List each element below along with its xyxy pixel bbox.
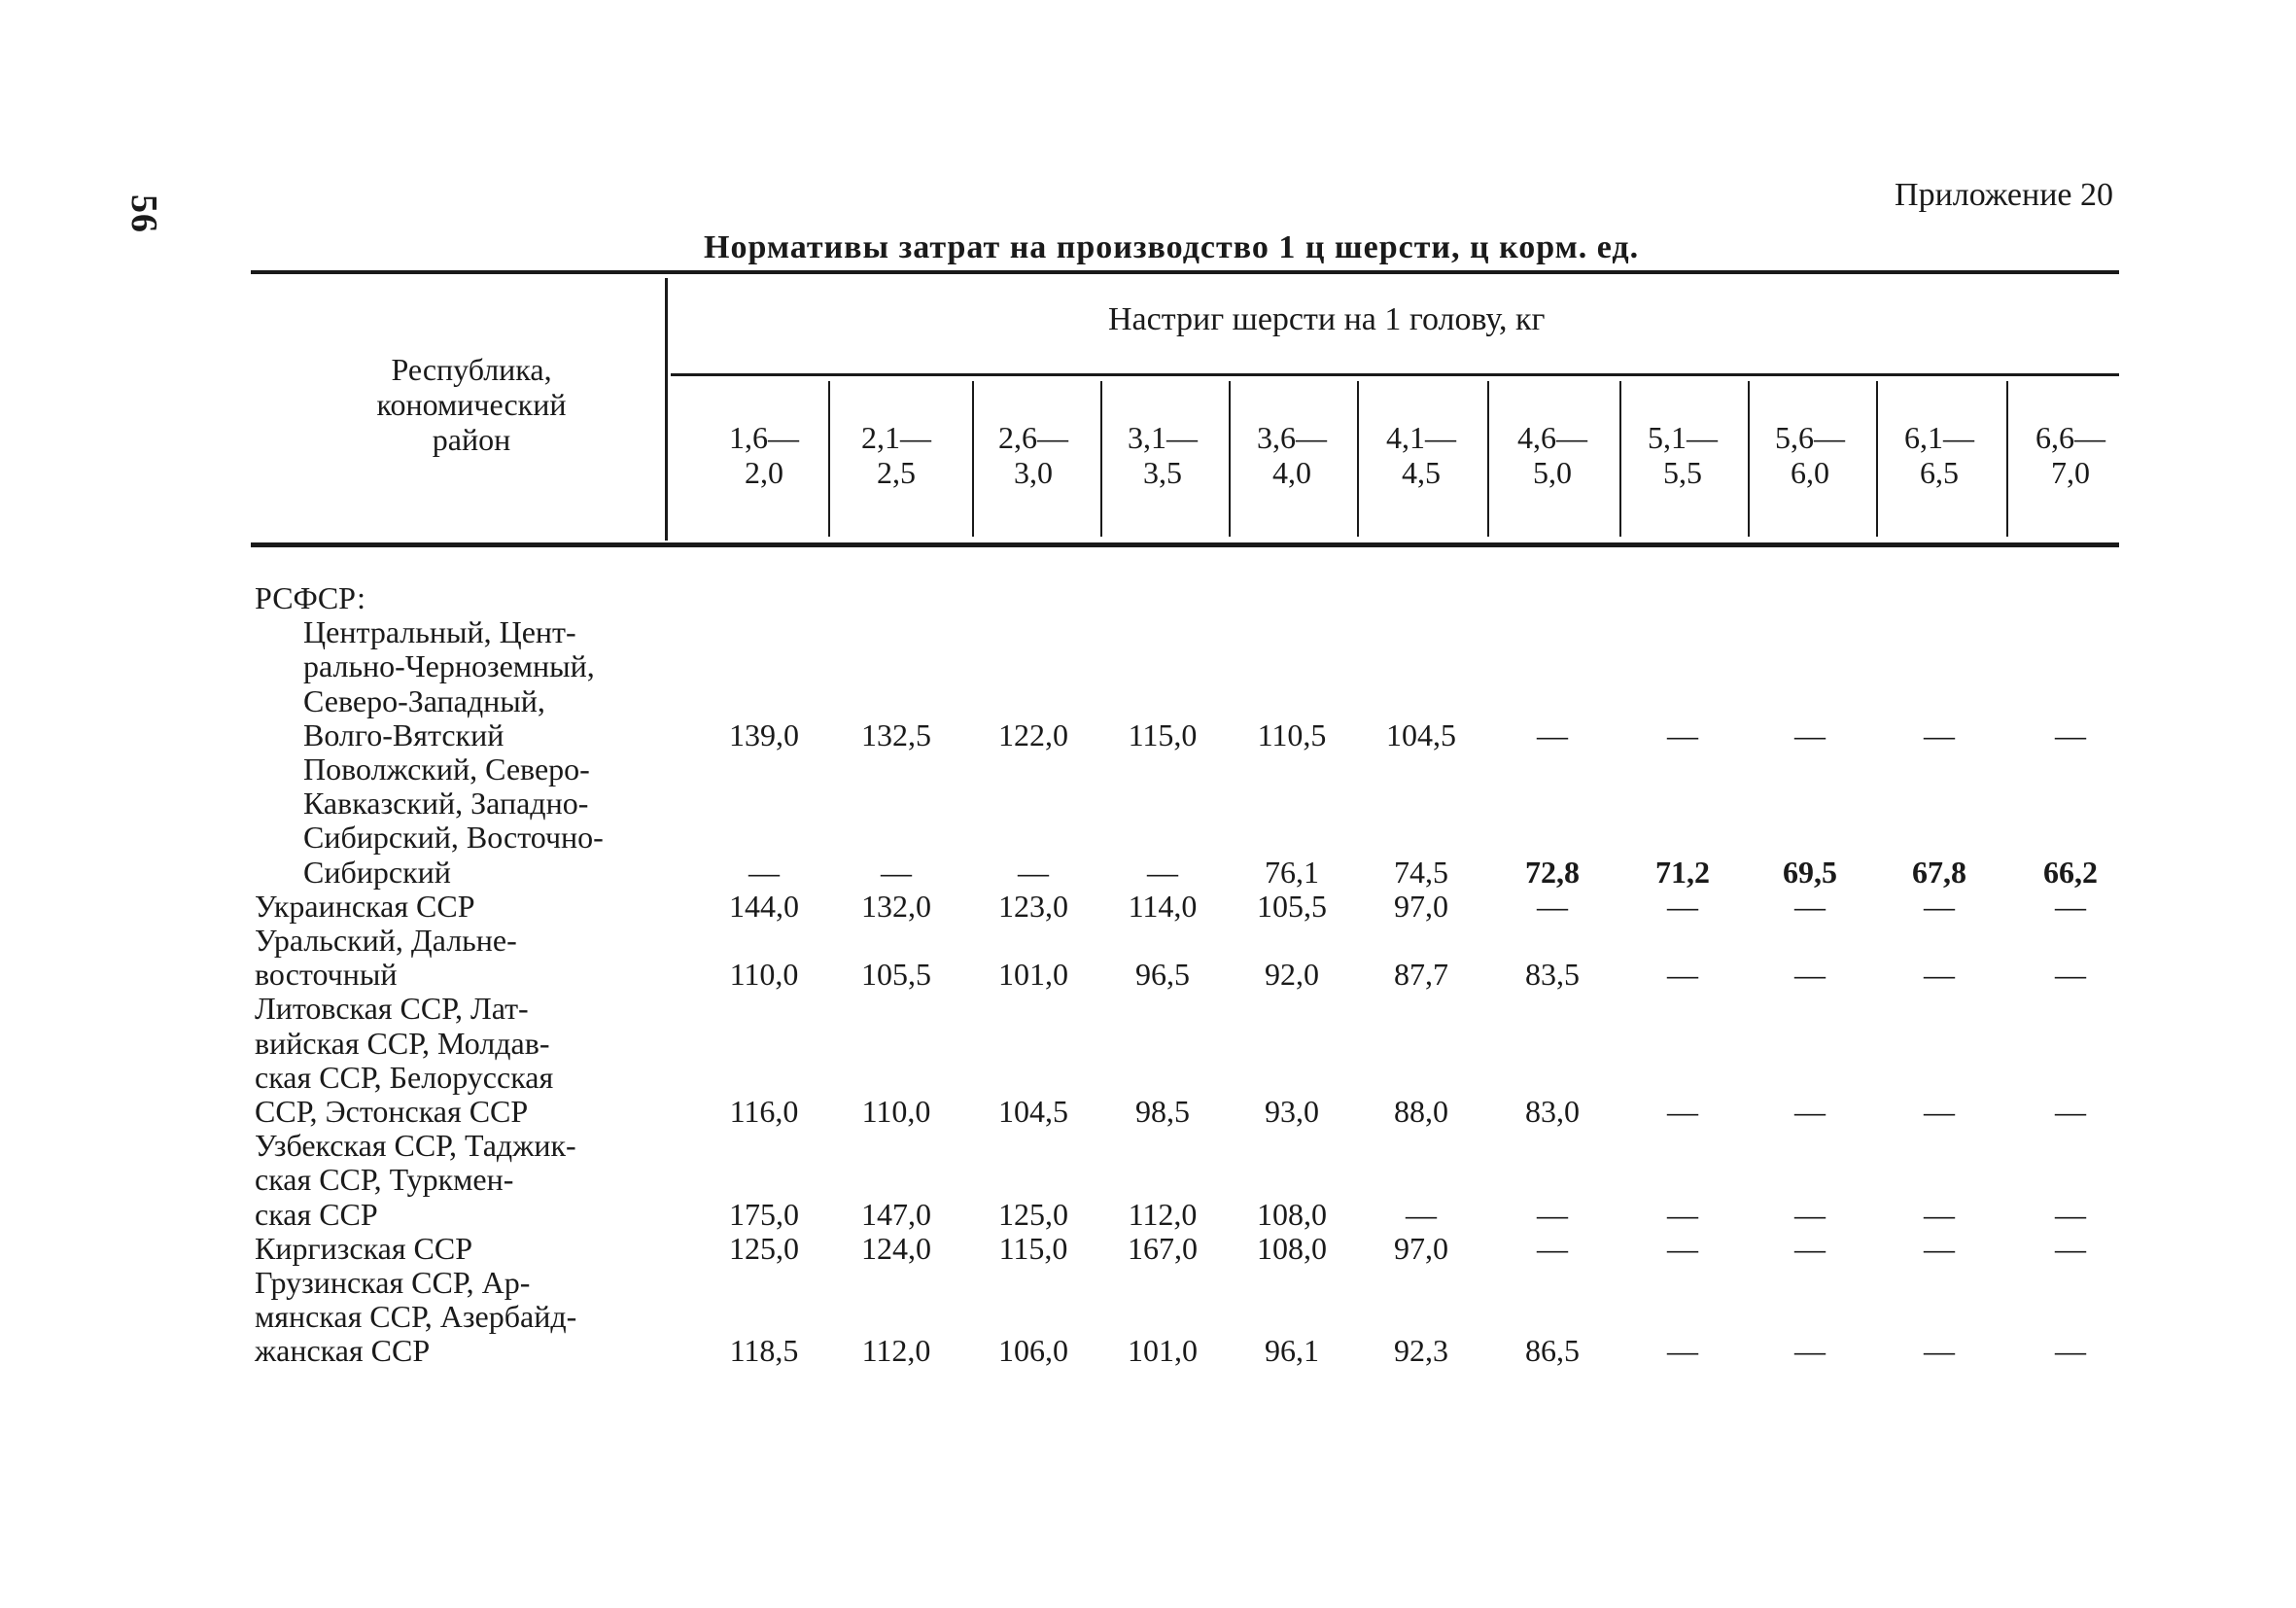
table-cell: 110,5 [1257, 717, 1327, 752]
column-header-line: 3,0 [1014, 455, 1053, 490]
table-cell: — [1537, 888, 1568, 924]
table-cell: 114,0 [1128, 888, 1198, 924]
table-cell: 175,0 [729, 1196, 799, 1232]
row-stub-line: ская ССР [255, 1196, 378, 1232]
row-stub-line: ская ССР, Белорусская [255, 1059, 554, 1095]
table-cell: — [1667, 717, 1698, 752]
column-header-line: 4,1— [1386, 420, 1456, 455]
table-cell: 88,0 [1394, 1094, 1448, 1129]
row-stub-line: вийская ССР, Молдав- [255, 1025, 550, 1061]
column-header [1099, 420, 1226, 490]
stub-header [292, 352, 651, 457]
column-header-line: 5,6— [1775, 420, 1845, 455]
table-cell: 110,0 [861, 1094, 931, 1129]
table-cell: 147,0 [861, 1196, 931, 1232]
table-cell: — [2055, 1094, 2086, 1129]
appendix-label: Приложение 20 [1895, 177, 2113, 213]
stub-header-line: район [432, 422, 511, 457]
table-cell: 74,5 [1394, 854, 1448, 890]
row-stub-line: Поволжский, Северо- [303, 752, 590, 787]
stub-header-line: кономический [376, 387, 567, 422]
column-header-line: 3,6— [1257, 420, 1327, 455]
column-header [2007, 420, 2134, 490]
column-header-line: 5,5 [1663, 455, 1702, 490]
column-header-line: 3,5 [1143, 455, 1182, 490]
row-stub-line: Сибирский [303, 854, 451, 890]
table-cell: — [1794, 957, 1826, 993]
column-header [833, 420, 959, 490]
column-header-line: 5,1— [1648, 420, 1718, 455]
table-cell: 112,0 [1128, 1196, 1198, 1232]
row-stub-line: восточный [255, 957, 398, 993]
table-cell: 86,5 [1525, 1333, 1580, 1369]
column-header-line: 4,0 [1272, 455, 1311, 490]
stub-header-line: Республика, [391, 352, 552, 387]
table-cell: 96,1 [1265, 1333, 1319, 1369]
column-divider [828, 381, 830, 537]
table-cell: — [1537, 717, 1568, 752]
column-header [1747, 420, 1873, 490]
row-stub [255, 752, 682, 890]
table-cell: 118,5 [729, 1333, 799, 1369]
table-cell: — [1794, 1333, 1826, 1369]
table-cell: — [1018, 854, 1049, 890]
column-header [1358, 420, 1484, 490]
page-number: 56 [123, 194, 164, 233]
table-cell: 132,0 [861, 888, 931, 924]
table-cell: — [1924, 717, 1955, 752]
table-cell: — [1794, 1094, 1826, 1129]
table-cell: — [1667, 1196, 1698, 1232]
column-header [1489, 420, 1616, 490]
row-stub-line: ская ССР, Туркмен- [255, 1162, 514, 1198]
table-cell: — [1924, 1230, 1955, 1266]
table-cell: 125,0 [729, 1230, 799, 1266]
table-cell: 108,0 [1257, 1196, 1327, 1232]
table-cell: — [2055, 1196, 2086, 1232]
column-header [1876, 420, 2002, 490]
column-header-line: 2,6— [998, 420, 1068, 455]
table-cell: 101,0 [1128, 1333, 1198, 1369]
column-header [1229, 420, 1355, 490]
table-cell: 72,8 [1525, 854, 1580, 890]
top-rule [251, 270, 2119, 274]
row-stub [255, 924, 682, 992]
section-label: РСФСР: [255, 580, 366, 615]
row-stub-line: Уральский, Дальне- [255, 923, 517, 958]
table-cell: 96,5 [1135, 957, 1190, 993]
column-header [701, 420, 827, 490]
span-header: Настриг шерсти на 1 голову, кг [1108, 301, 1546, 337]
row-stub-line: мянская ССР, Азербайд- [255, 1299, 577, 1335]
table-cell: 144,0 [729, 888, 799, 924]
row-stub-line: Северо-Западный, [303, 682, 545, 718]
row-stub-line: ССР, Эстонская ССР [255, 1094, 529, 1129]
row-stub-line: Сибирский, Восточно- [303, 820, 604, 856]
table-cell: 115,0 [998, 1230, 1068, 1266]
table-cell: — [1667, 1333, 1698, 1369]
table-cell: — [1794, 1196, 1826, 1232]
table-cell: 104,5 [998, 1094, 1068, 1129]
column-header-line: 3,1— [1128, 420, 1198, 455]
column-header-line: 2,5 [877, 455, 916, 490]
table-cell: — [2055, 957, 2086, 993]
row-stub-line: Литовская ССР, Лат- [255, 991, 529, 1027]
column-header-line: 2,0 [745, 455, 783, 490]
row-stub-line: Центральный, Цент- [303, 614, 576, 650]
table-cell: 98,5 [1135, 1094, 1190, 1129]
table-cell: 122,0 [998, 717, 1068, 752]
table-cell: — [748, 854, 780, 890]
column-header [1619, 420, 1746, 490]
row-stub [255, 890, 682, 924]
table-cell: — [1147, 854, 1178, 890]
table-cell: 97,0 [1394, 1230, 1448, 1266]
table-cell: 123,0 [998, 888, 1068, 924]
row-stub-line: Грузинская ССР, Ар- [255, 1265, 531, 1300]
header-sub-rule [671, 373, 2119, 376]
column-header-line: 6,6— [2035, 420, 2105, 455]
table-cell: 105,5 [1257, 888, 1327, 924]
table-cell: 115,0 [1128, 717, 1198, 752]
table-cell: — [1667, 1230, 1698, 1266]
row-stub [255, 992, 682, 1129]
table-cell: 87,7 [1394, 957, 1448, 993]
column-header-line: 2,1— [861, 420, 931, 455]
table-cell: — [1924, 957, 1955, 993]
table-cell: 104,5 [1386, 717, 1456, 752]
row-stub-line: жанская ССР [255, 1333, 431, 1369]
table-cell: — [1537, 1196, 1568, 1232]
row-stub [255, 615, 682, 752]
row-stub [255, 1266, 682, 1369]
column-header-line: 6,0 [1791, 455, 1829, 490]
table-cell: — [1924, 1196, 1955, 1232]
table-cell: — [1667, 888, 1698, 924]
table-cell: — [881, 854, 912, 890]
table-cell: 66,2 [2043, 854, 2098, 890]
table-cell: 110,0 [729, 957, 799, 993]
column-header-line: 1,6— [729, 420, 799, 455]
header-bottom-rule [251, 542, 2119, 547]
column-header-line: 6,1— [1904, 420, 1974, 455]
row-stub-line: Узбекская ССР, Таджик- [255, 1128, 576, 1164]
table-cell: 92,0 [1265, 957, 1319, 993]
table-cell: — [1406, 1196, 1437, 1232]
table-cell: 83,5 [1525, 957, 1580, 993]
row-stub-line: Украинская ССР [255, 888, 475, 924]
row-stub [255, 1129, 682, 1232]
table-cell: — [1537, 1230, 1568, 1266]
table-cell: 108,0 [1257, 1230, 1327, 1266]
row-stub-line: Киргизская ССР [255, 1230, 473, 1266]
table-cell: — [2055, 1230, 2086, 1266]
column-header-line: 6,5 [1920, 455, 1959, 490]
table-cell: 167,0 [1128, 1230, 1198, 1266]
table-cell: 83,0 [1525, 1094, 1580, 1129]
table-cell: 97,0 [1394, 888, 1448, 924]
table-cell: 125,0 [998, 1196, 1068, 1232]
table-cell: — [1924, 1094, 1955, 1129]
table-cell: 101,0 [998, 957, 1068, 993]
table-cell: — [1667, 957, 1698, 993]
table-cell: — [1794, 717, 1826, 752]
column-header-line: 4,5 [1402, 455, 1441, 490]
table-cell: 106,0 [998, 1333, 1068, 1369]
table-cell: 71,2 [1655, 854, 1710, 890]
table-cell: 112,0 [861, 1333, 931, 1369]
table-cell: 124,0 [861, 1230, 931, 1266]
table-cell: 69,5 [1783, 854, 1837, 890]
column-header [970, 420, 1096, 490]
table-cell: 116,0 [729, 1094, 799, 1129]
table-cell: — [1794, 888, 1826, 924]
table-cell: — [2055, 717, 2086, 752]
table-cell: — [1924, 1333, 1955, 1369]
table-title: Нормативы затрат на производство 1 ц шерсти, ц корм. ед. [704, 229, 1640, 265]
table-cell: — [1794, 1230, 1826, 1266]
row-stub [255, 1232, 682, 1266]
table-cell: 76,1 [1265, 854, 1319, 890]
table-cell: — [2055, 888, 2086, 924]
table-cell: 132,5 [861, 717, 931, 752]
row-stub-line: рально-Черноземный, [303, 648, 595, 684]
column-header-line: 7,0 [2051, 455, 2090, 490]
column-header-line: 5,0 [1533, 455, 1572, 490]
row-stub-line: Волго-Вятский [303, 717, 504, 752]
table-cell: 139,0 [729, 717, 799, 752]
table-cell: 67,8 [1912, 854, 1966, 890]
row-stub-line: Кавказский, Западно- [303, 786, 589, 821]
column-header-line: 4,6— [1517, 420, 1587, 455]
table-cell: — [2055, 1333, 2086, 1369]
table-cell: 92,3 [1394, 1333, 1448, 1369]
table-cell: 105,5 [861, 957, 931, 993]
table-cell: 93,0 [1265, 1094, 1319, 1129]
stub-divider [665, 278, 668, 541]
table-cell: — [1667, 1094, 1698, 1129]
table-cell: — [1924, 888, 1955, 924]
